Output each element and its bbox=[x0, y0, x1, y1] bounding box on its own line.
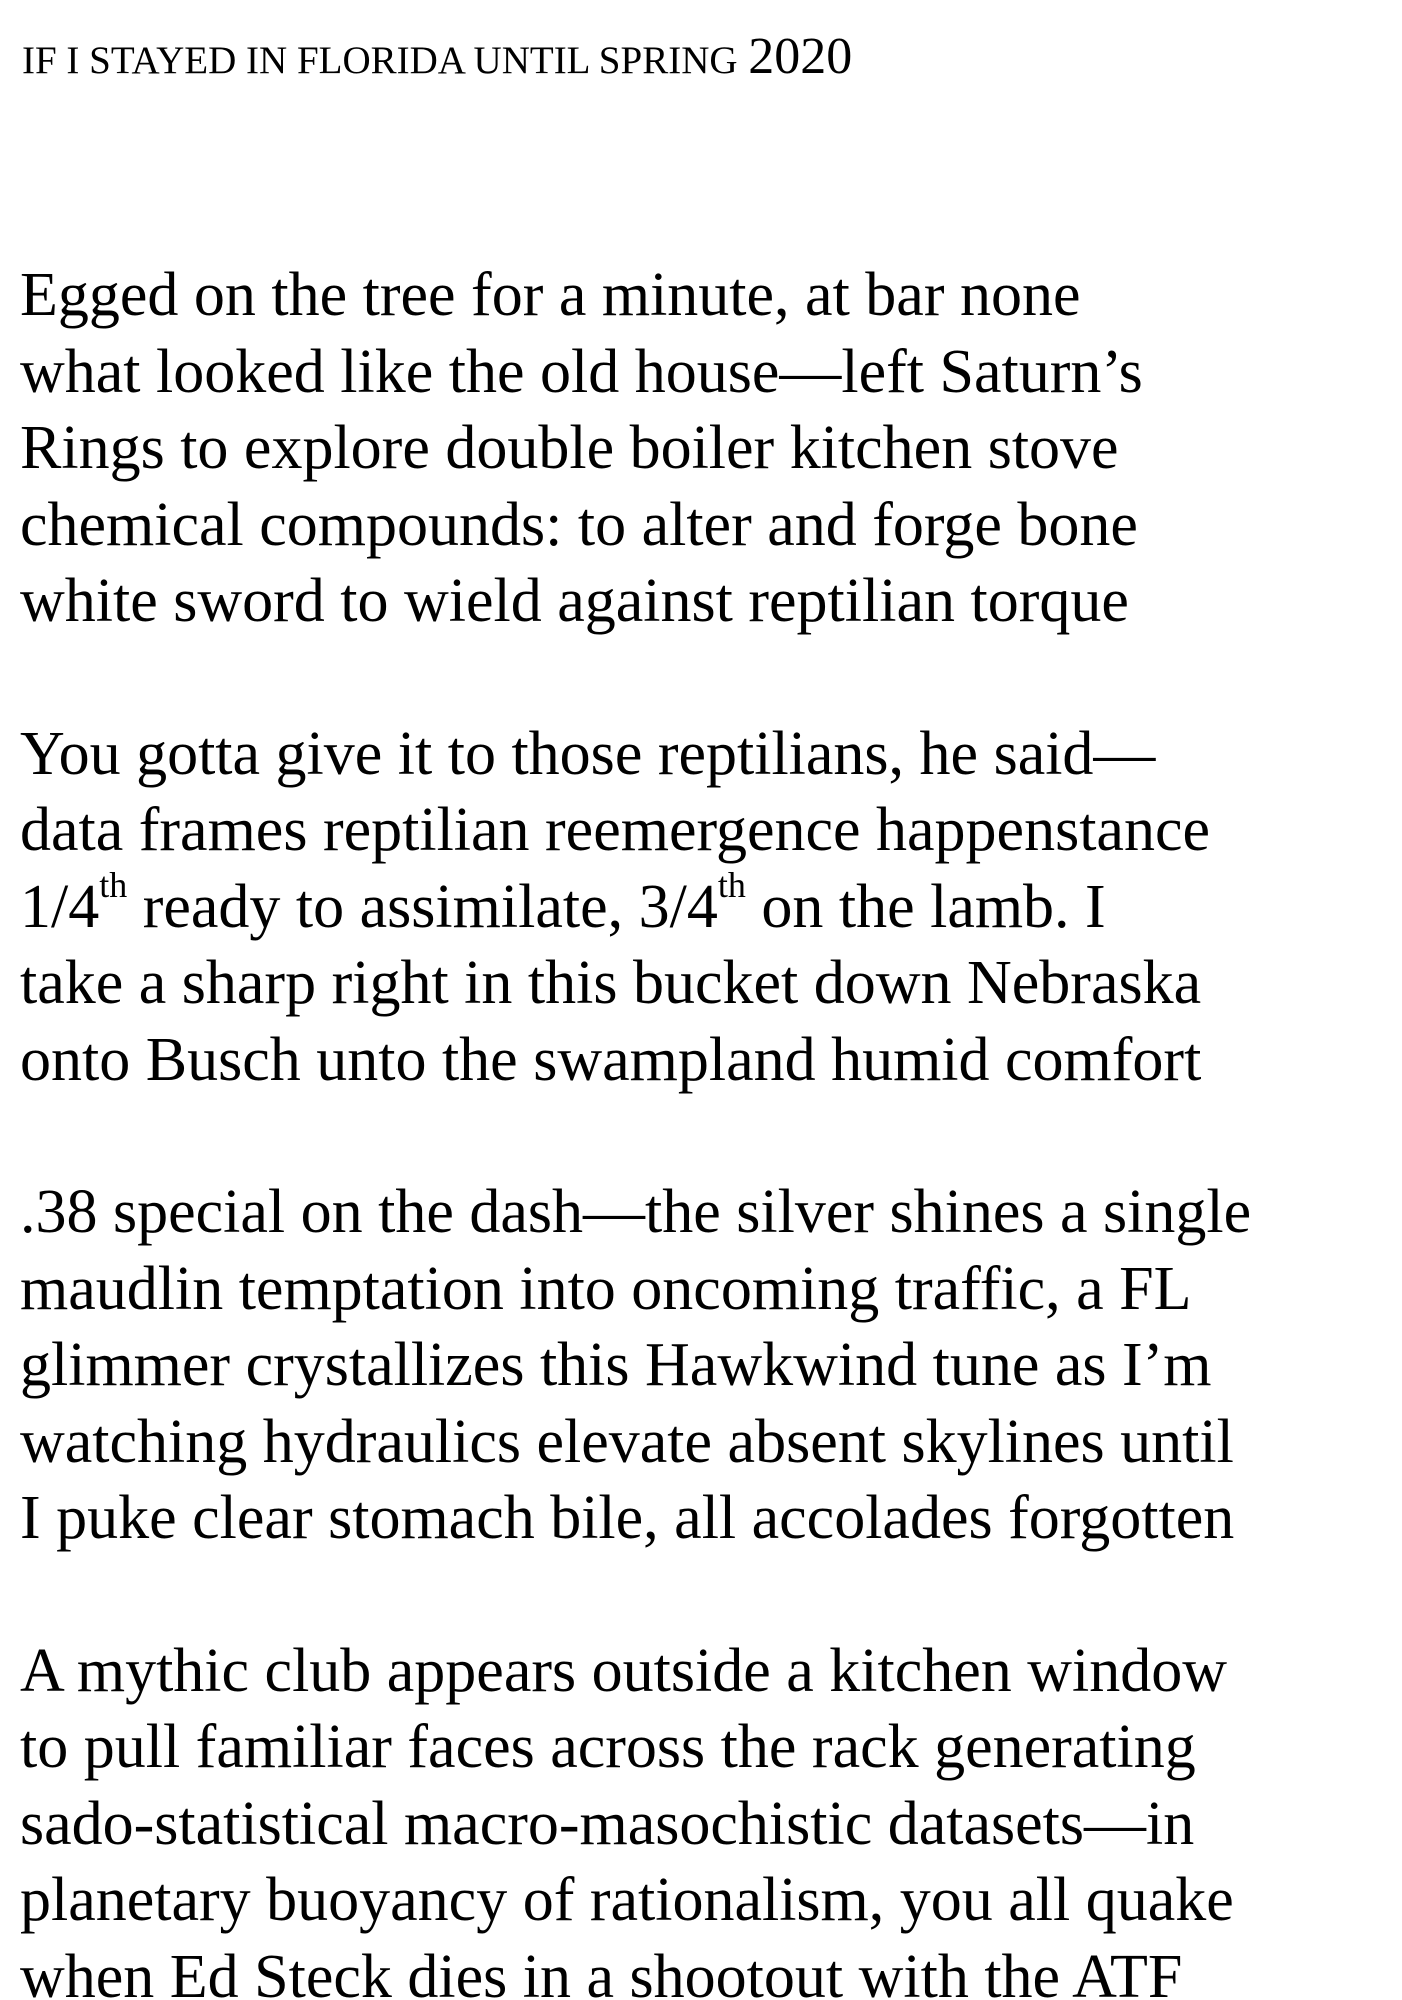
poem-line: A mythic club appears outside a kitchen window bbox=[20, 1636, 1228, 1705]
poem-line: when Ed Steck dies in a shootout with the ATF bbox=[20, 1942, 1183, 2000]
poem-line: You gotta give it to those reptilians, he said— bbox=[20, 719, 1156, 788]
poem-line: glimmer crystallizes this Hawkwind tune as I’m bbox=[20, 1331, 1212, 1399]
poem-line: .38 special on the dash—the silver shines a single bbox=[20, 1178, 1252, 1246]
stanza-3 bbox=[20, 1174, 1390, 1557]
poem-line: Egged on the tree for a minute, at bar none bbox=[20, 261, 1081, 329]
poem-line: watching hydraulics elevate absent skylines until bbox=[20, 1407, 1234, 1476]
stanza-1 bbox=[20, 257, 1390, 640]
stanza-2 bbox=[20, 716, 1390, 1099]
ordinal-superscript: th bbox=[717, 864, 746, 905]
poem-title-year: 2020 bbox=[748, 28, 853, 85]
poem-line: chemical compounds: to alter and forge bone bbox=[20, 490, 1138, 559]
line-segment: 1/4 bbox=[20, 872, 100, 941]
poem-line: what looked like the old house—left Saturn’s bbox=[20, 337, 1143, 406]
poem-line: take a sharp right in this bucket down Nebraska bbox=[20, 949, 1202, 1017]
stanza-4 bbox=[20, 1633, 1390, 2000]
poem-line: Rings to explore double boiler kitchen stove bbox=[20, 414, 1119, 482]
ordinal-superscript: th bbox=[99, 864, 128, 905]
poem-line: I puke clear stomach bile, all accolades forgotten bbox=[20, 1484, 1235, 1552]
line-segment: on the lamb. I bbox=[745, 872, 1106, 941]
poem-line: sado-statistical macro-masochistic datasets—in bbox=[20, 1789, 1195, 1858]
poem-line-with-superscripts bbox=[20, 864, 1390, 946]
poem-title-text: IF I STAYED IN FLORIDA UNTIL SPRING bbox=[22, 39, 738, 82]
poem-title bbox=[22, 26, 852, 88]
poem-line: maudlin temptation into oncoming traffic, a FL bbox=[20, 1254, 1192, 1323]
poem-line: onto Busch unto the swampland humid comfort bbox=[20, 1025, 1202, 1094]
poem-body bbox=[20, 257, 1390, 2000]
poem-line: planetary buoyancy of rationalism, you all quake bbox=[20, 1866, 1234, 1934]
poem-line: white sword to wield against reptilian torque bbox=[20, 567, 1129, 635]
poem-line: data frames reptilian reemergence happenstance bbox=[20, 796, 1210, 864]
poem-line: to pull familiar faces across the rack generating bbox=[20, 1713, 1196, 1781]
line-segment: ready to assimilate, 3/4 bbox=[127, 872, 718, 941]
